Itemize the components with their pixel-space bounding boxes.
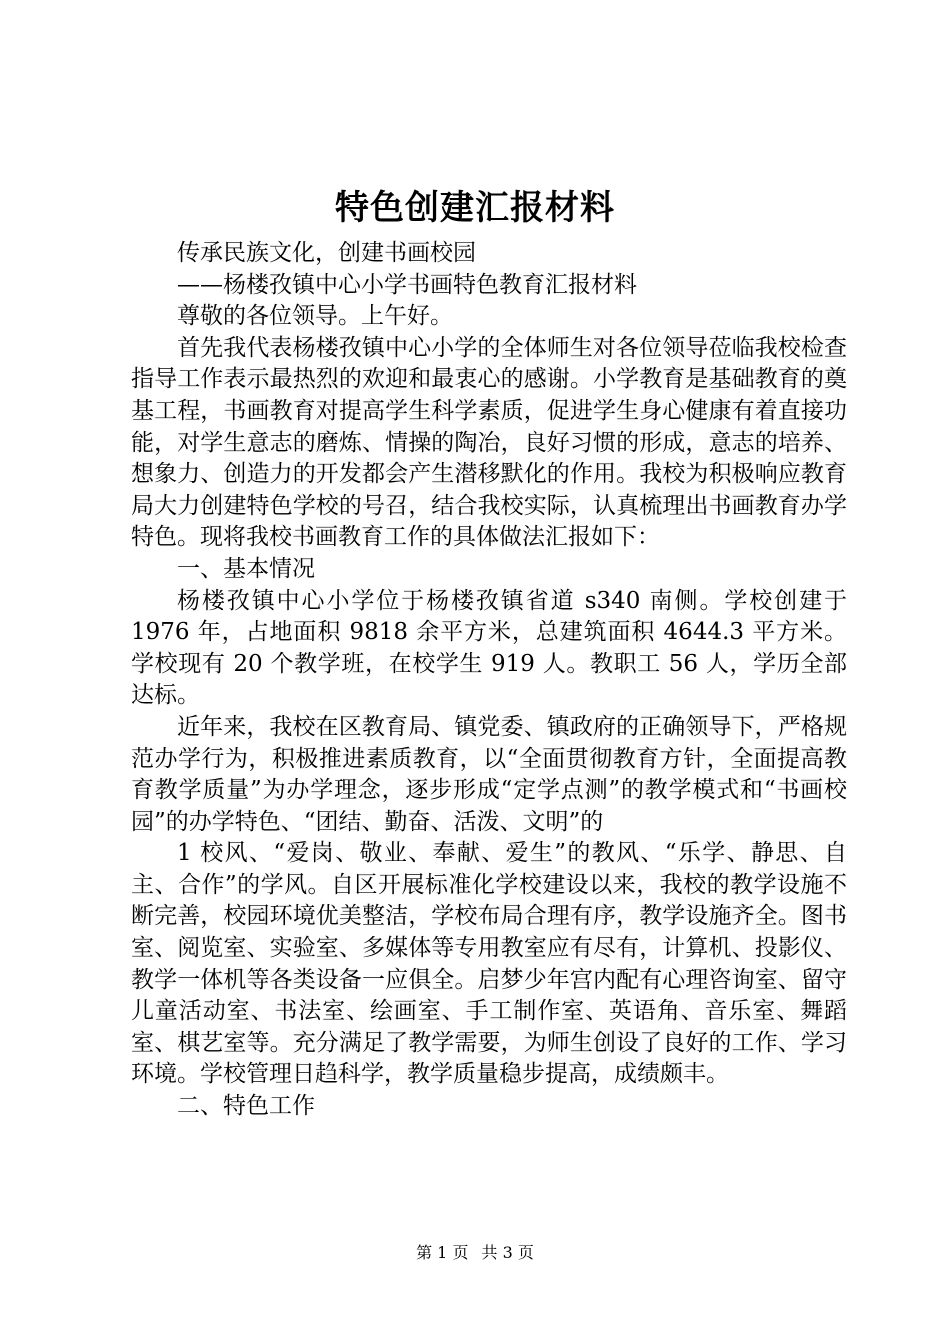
recent-years-paragraph: 近年来，我校在区教育局、镇党委、镇政府的正确领导下，严格规范办学行为，积极推进素质教育，以“全面贯彻教育方针，全面提高教育教学质量”为办学理念，逐步形成“定学点测”的教学模式和“书画校园”的办学特色、“团结、勤奋、活泼、文明”的 bbox=[131, 713, 847, 835]
subtitle-source-line: ——杨楼孜镇中心小学书画特色教育汇报材料 bbox=[177, 271, 637, 298]
document-body bbox=[131, 238, 847, 1123]
document-title: 特色创建汇报材料 bbox=[335, 188, 615, 228]
section-heading-features: 二、特色工作 bbox=[177, 1093, 315, 1120]
page-total: 共 3 页 bbox=[481, 1243, 534, 1262]
greeting-paragraph: 尊敬的各位领导。上午好。 bbox=[177, 303, 453, 330]
facilities-paragraph: 1 校风、“爱岗、敬业、奉献、爱生”的教风、“乐学、静思、自主、合作”的学风。自区开展标准化学校建设以来，我校的教学设施不断完善，校园环境优美整洁，学校布局合理有序，教学设施齐全。图书室、阅览室、实验室、多媒体等专用教室应有尽有，计算机、投影仪、教学一体机等各类设备一应俱全。启梦少年宫内配有心理咨询室、留守儿童活动室、书法室、绘画室、手工制作室、英语角、音乐室、舞蹈室、棋艺室等。充分满足了教学需要，为师生创设了良好的工作、学习环境。学校管理日趋科学，教学质量稳步提高，成绩颇丰。 bbox=[131, 840, 847, 1088]
page-footer bbox=[0, 1242, 950, 1264]
intro-paragraph: 首先我代表杨楼孜镇中心小学的全体师生对各位领导莅临我校检查指导工作表示最热烈的欢迎和最衷心的感谢。小学教育是基础教育的奠基工程，书画教育对提高学生科学素质，促进学生身心健康有着直接功能，对学生意志的磨炼、情操的陶冶，良好习惯的形成，意志的培养、想象力、创造力的开发都会产生潜移默化的作用。我校为积极响应教育局大力创建特色学校的号召，结合我校实际，认真梳理出书画教育办学特色。现将我校书画教育工作的具体做法汇报如下： bbox=[131, 334, 847, 551]
section-heading-basic: 一、基本情况 bbox=[177, 555, 315, 582]
page-number: 第 1 页 bbox=[416, 1243, 469, 1262]
basic-info-paragraph: 杨楼孜镇中心小学位于杨楼孜镇省道 s340 南侧。学校创建于 1976 年，占地面积 9818 余平方米，总建筑面积 4644.3 平方米。学校现有 20 个教学班，在校学生 919 人。教职工 56 人，学历全部达标。 bbox=[131, 587, 847, 709]
subtitle-line: 传承民族文化，创建书画校园 bbox=[177, 240, 476, 266]
